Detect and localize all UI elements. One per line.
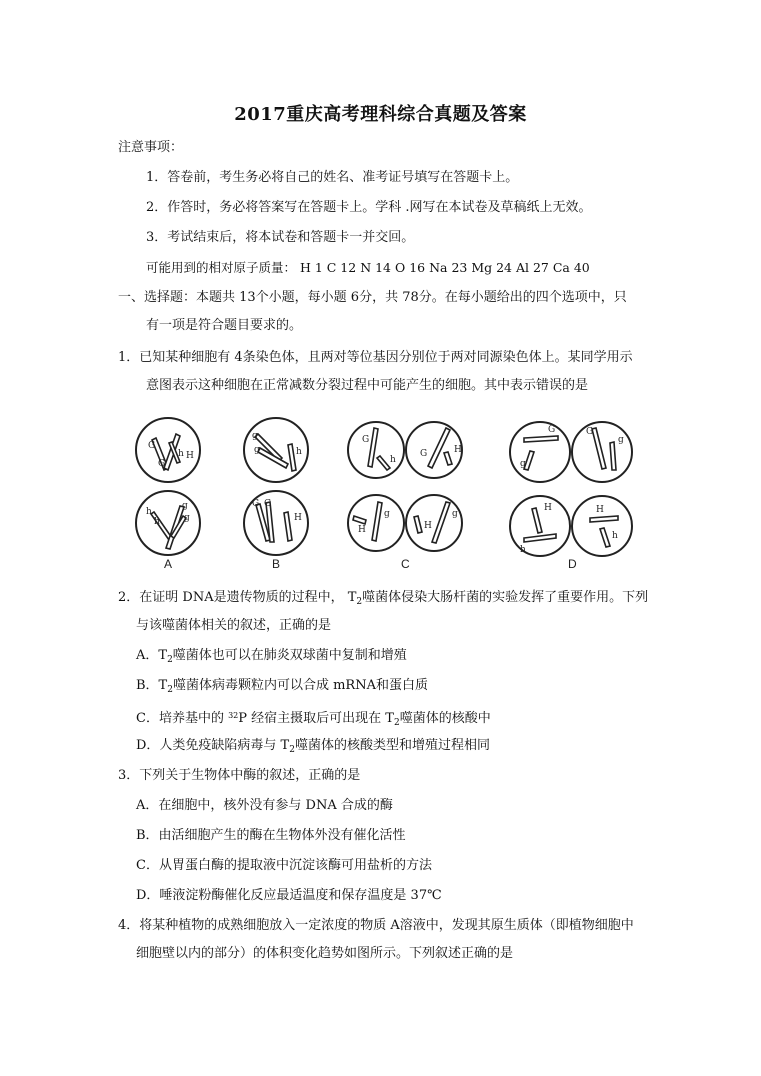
gene-label: H xyxy=(424,521,432,531)
question-3-stem: 3．下列关于生物体中酶的叙述，正确的是 xyxy=(118,768,361,783)
question-3-option-d: D．唾液淀粉酶催化反应最适温度和保存温度是 37℃ xyxy=(136,888,442,903)
page-title: 2017重庆高考理科综合真题及答案 xyxy=(234,104,527,125)
gene-label: H xyxy=(596,505,604,515)
gene-label: g xyxy=(618,435,624,445)
notice-heading: 注意事项： xyxy=(118,140,184,155)
gene-label: G xyxy=(586,427,594,437)
question-3-option-b: B．由活细胞产生的酶在生物体外没有催化活性 xyxy=(136,828,406,843)
figure-caption-d: D xyxy=(568,557,577,571)
question-4-stem-cont: 细胞壁以内的部分）的体积变化趋势如图所示。下列叙述正确的是 xyxy=(136,946,514,961)
gene-label: H xyxy=(186,451,194,461)
figure-option-a xyxy=(136,418,200,571)
gene-label: G xyxy=(420,449,428,459)
gene-label: h xyxy=(612,531,618,541)
notice-item: 1．答卷前，考生务必将自己的姓名、准考证号填写在答题卡上。 xyxy=(146,170,519,185)
question-2-option-a: A．$T_2$噬菌体也可以在肺炎双球菌中复制和增殖 xyxy=(136,648,407,665)
gene-label: h xyxy=(520,545,526,555)
gene-label: G xyxy=(362,435,370,445)
figure-option-d xyxy=(510,422,632,571)
gene-label: h xyxy=(154,517,160,527)
question-3-option-c: C．从胃蛋白酶的提取液中沉淀该酶可用盐析的方法 xyxy=(136,858,432,873)
question-2-stem-cont: 与该噬菌体相关的叙述，正确的是 xyxy=(136,618,332,633)
gene-label: H xyxy=(544,503,552,513)
gene-label: H xyxy=(358,525,366,535)
question-2-option-d: D．人类免疫缺陷病毒与 $T_2$噬菌体的核酸类型和增殖过程相同 xyxy=(136,738,490,755)
figure-caption-c: C xyxy=(401,557,410,571)
question-2-option-c: C．培养基中的 $^{32}$P 经宿主摄取后可出现在 $T_2$噬菌体的核酸中 xyxy=(136,711,491,728)
gene-label: g xyxy=(384,509,390,519)
gene-label: g xyxy=(182,501,188,511)
atomic-mass-line: 可能用到的相对原子质量： H 1 C 12 N 14 O 16 Na 23 Mg 24 Al 27 Ca 40 xyxy=(146,260,590,275)
gene-label: g xyxy=(254,445,260,455)
section-heading: 一、选择题：本题共 13个小题，每小题 6分，共 78分。在每小题给出的四个选项中，只 xyxy=(118,290,627,305)
gene-label: H xyxy=(454,445,462,455)
gene-label: h xyxy=(390,455,396,465)
question-2-stem: 2．在证明 DNA是遗传物质的过程中， $T_2$噬菌体侵染大肠杆菌的实验发挥了重要作用。下列 xyxy=(118,590,649,607)
question-4-stem: 4．将某种植物的成熟细胞放入一定浓度的物质 A溶液中，发现其原生质体（即植物细胞中 xyxy=(118,918,634,933)
gene-label: G xyxy=(158,459,166,469)
gene-label: H xyxy=(294,513,302,523)
gene-label: g xyxy=(252,431,258,441)
gene-label: G xyxy=(148,441,156,451)
question-1-stem-cont: 意图表示这种细胞在正常减数分裂过程中可能产生的细胞。其中表示错误的是 xyxy=(146,378,589,393)
gene-label: G xyxy=(548,425,556,435)
gene-label: g xyxy=(184,513,190,523)
figure-caption-a: A xyxy=(164,557,173,571)
gene-label: g xyxy=(452,509,458,519)
gene-label: g xyxy=(520,459,526,469)
figure-option-c xyxy=(348,422,462,571)
question-1-stem: 1．已知某种细胞有 4条染色体，且两对等位基因分别位于两对同源染色体上。某同学用示 xyxy=(118,350,633,365)
notice-item: 2．作答时，务必将答案写在答题卡上。学科 .网写在本试卷及草稿纸上无效。 xyxy=(146,200,592,215)
figure-caption-b: B xyxy=(272,557,281,571)
figure-option-b xyxy=(244,418,308,571)
notice-item: 3．考试结束后，将本试卷和答题卡一并交回。 xyxy=(146,230,415,245)
meiosis-cell-figure xyxy=(128,408,648,573)
section-heading-cont: 有一项是符合题目要求的。 xyxy=(146,318,303,333)
gene-label: h xyxy=(178,449,184,459)
gene-label: h xyxy=(296,447,302,457)
gene-label: G xyxy=(252,499,260,509)
gene-label: h xyxy=(146,507,152,517)
gene-label: G xyxy=(264,499,272,509)
question-3-option-a: A．在细胞中，核外没有参与 DNA 合成的酶 xyxy=(136,798,393,813)
question-2-option-b: B．$T_2$噬菌体病毒颗粒内可以合成 mRNA和蛋白质 xyxy=(136,678,428,695)
